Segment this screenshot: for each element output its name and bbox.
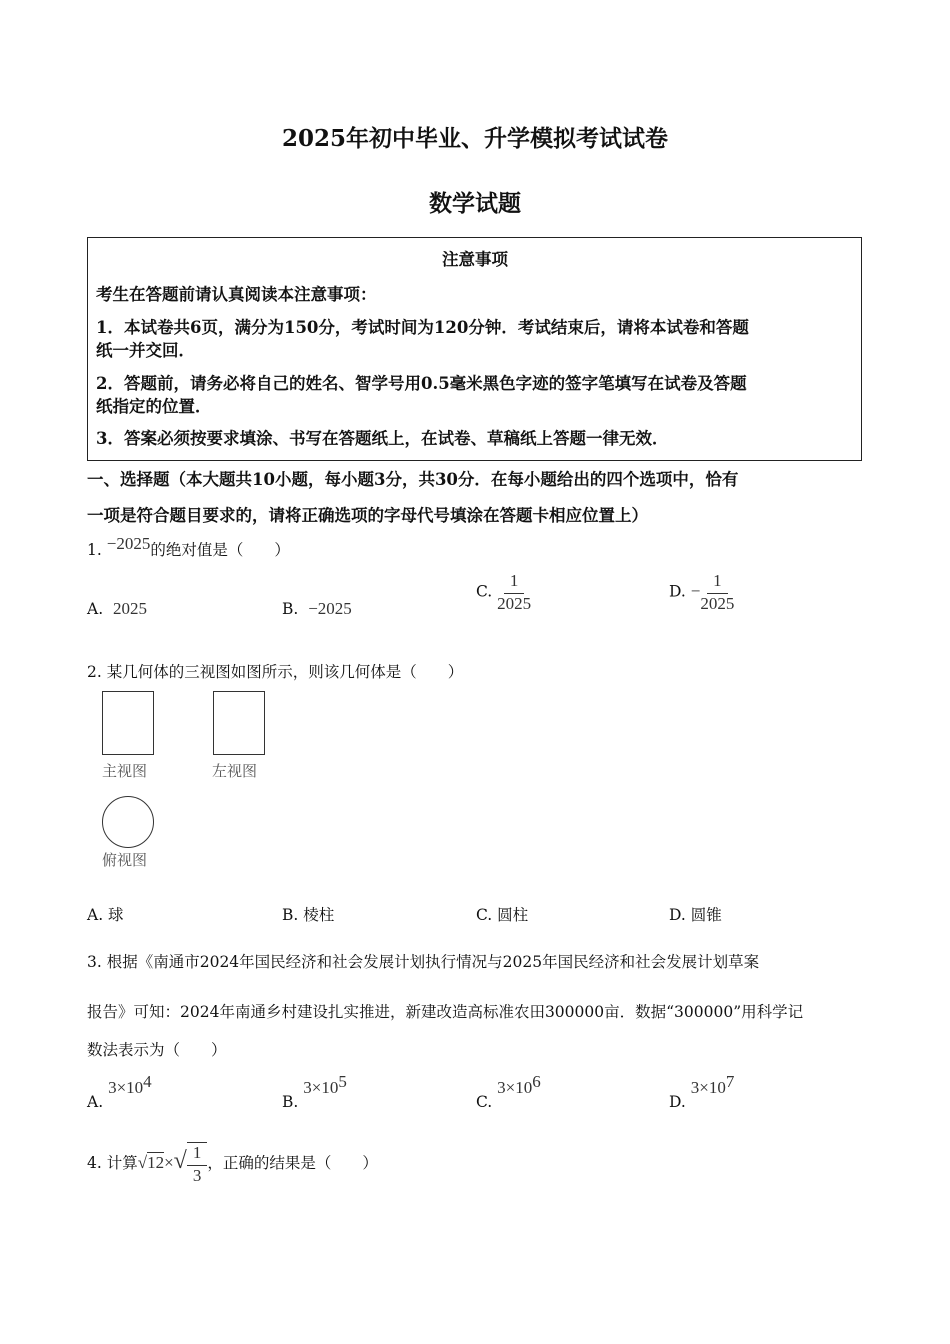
q1-text: 的绝对值是（ ） (150, 541, 290, 559)
option-c: C. 圆柱 (476, 906, 529, 924)
q1-expr: −2025 (106, 534, 151, 553)
top-view-circle (102, 796, 154, 848)
option-b: B. $3\times 10^5$ (282, 1072, 347, 1112)
notice-item: 1．本试卷共6页，满分为150分，考试时间为120分钟．考试结束后，请将本试卷和答题 (96, 318, 749, 337)
q-num: 1. (87, 541, 102, 559)
notice-item: 3．答案必须按要求填涂、书写在答题纸上，在试卷、草稿纸上答题一律无效． (96, 429, 669, 448)
option-c: C. $\frac{1}{2025}$ (476, 571, 532, 613)
option-c: C. $3\times 10^6$ (476, 1072, 541, 1112)
front-view-rect (102, 691, 154, 755)
option-b: B. 棱柱 (282, 906, 335, 924)
question-3: 报告》可知：2024年南通乡村建设扎实推进，新建改造高标准农田300000亩．数据“300000”用科学记 (87, 1003, 804, 1021)
notice-intro: 考生在答题前请认真阅读本注意事项： (96, 285, 377, 304)
view-label: 左视图 (212, 762, 258, 780)
side-view-rect (213, 691, 265, 755)
question-2: 2. 某几何体的三视图如图所示，则该几何体是（ ） (87, 663, 464, 681)
notice-item: 2．答题前，请务必将自己的姓名、智学号用0.5毫米黑色字迹的签字笔填写在试卷及答题 (96, 374, 747, 393)
option-a: A. 2025 (87, 599, 147, 618)
section-heading: 一、选择题（本大题共10小题，每小题3分，共30分．在每小题给出的四个选项中，恰有 (87, 470, 739, 489)
section-heading: 一项是符合题目要求的，请将正确选项的字母代号填涂在答题卡相应位置上） (87, 506, 648, 525)
question-4: 4. 计算√12×√ $\frac{1}{3}$ ，正确的结果是（ ） (87, 1143, 378, 1185)
view-label: 主视图 (102, 762, 148, 780)
option-b: B. −2025 (282, 599, 352, 618)
question-3: 3. 根据《南通市2024年国民经济和社会发展计划执行情况与2025年国民经济和社会发展计划草案 (87, 953, 760, 971)
option-a: A. 球 (87, 906, 124, 924)
option-a: A. $3\times 10^4$ (87, 1072, 152, 1112)
exam-subtitle: 数学试题 (429, 190, 521, 217)
notice-heading: 注意事项 (442, 250, 508, 269)
view-label: 俯视图 (102, 851, 148, 869)
option-d: D. − $\frac{1}{2025}$ (669, 571, 735, 613)
question-3: 数法表示为（ ） (87, 1041, 227, 1059)
exam-title: 2025年初中毕业、升学模拟考试试卷 (281, 125, 668, 152)
notice-item: 纸一并交回． (96, 341, 195, 360)
option-d: D. 圆锥 (669, 906, 722, 924)
question-1 (87, 534, 290, 560)
notice-item: 纸指定的位置． (96, 397, 212, 416)
option-d: D. $3\times 10^7$ (669, 1072, 735, 1112)
